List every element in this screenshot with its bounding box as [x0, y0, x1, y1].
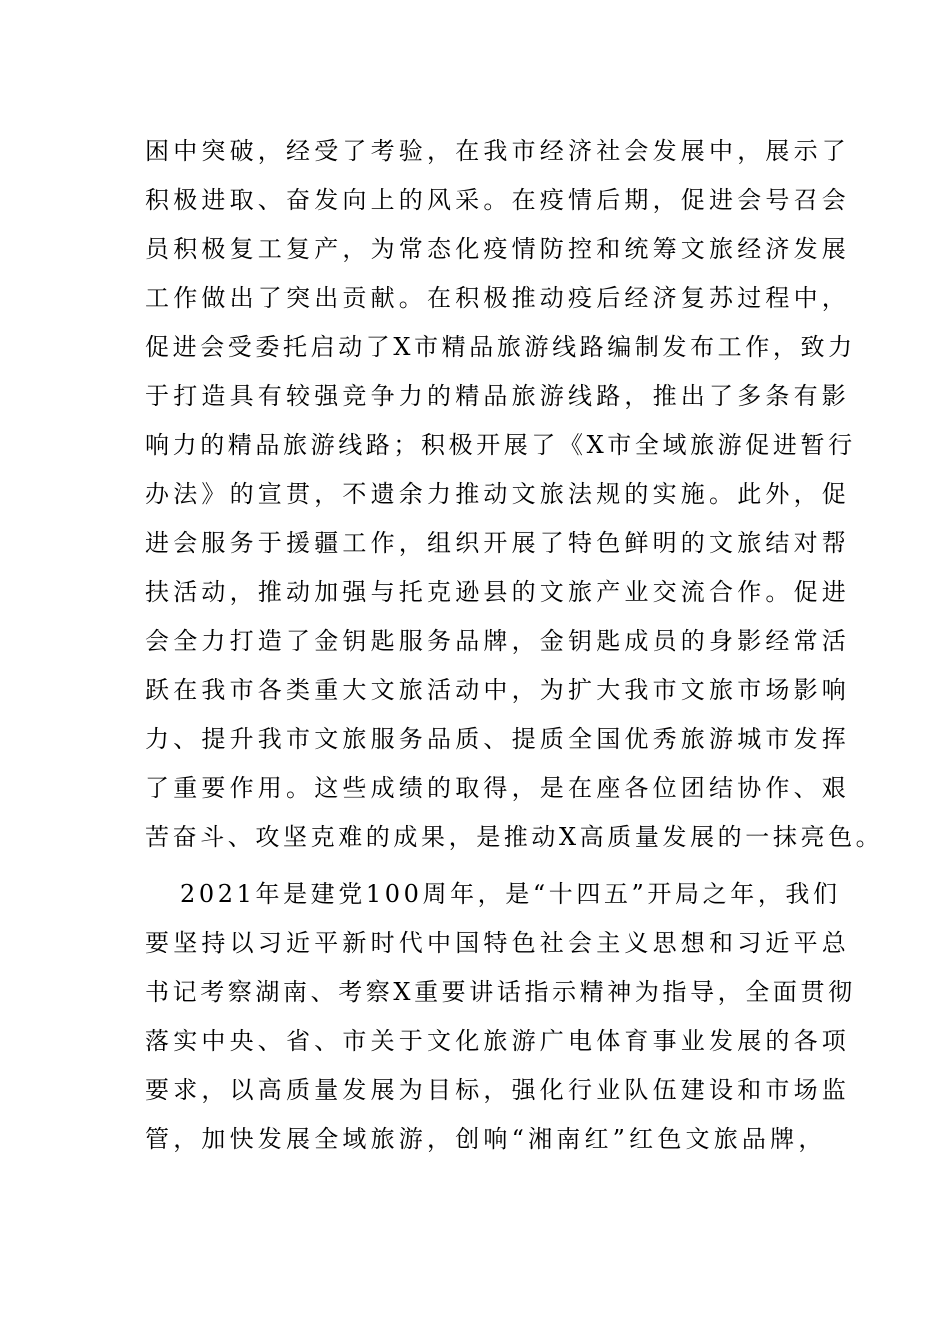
text-line: 办法》的宣贯，不遗余力推动文旅法规的实施。此外，促: [145, 480, 850, 508]
text-line: 要求，以高质量发展为目标，强化行业队伍建设和市场监: [145, 1076, 850, 1104]
text-line: 苦奋斗、攻坚克难的成果，是推动X高质量发展的一抹亮色。: [145, 823, 884, 851]
text-line: 了重要作用。这些成绩的取得，是在座各位团结协作、艰: [145, 774, 850, 802]
text-line: 管，加快发展全域旅游，创响“湘南红”红色文旅品牌，: [145, 1125, 827, 1153]
text-line: 2021年是建党100周年，是“十四五”开局之年，我们: [180, 880, 841, 908]
text-line: 扶活动，推动加强与托克逊县的文旅产业交流合作。促进: [145, 578, 850, 606]
text-line: 员积极复工复产，为常态化疫情防控和统筹文旅经济发展: [145, 235, 850, 263]
text-line: 跃在我市各类重大文旅活动中，为扩大我市文旅市场影响: [145, 676, 850, 704]
text-line: 响力的精品旅游线路；积极开展了《X市全域旅游促进暂行: [145, 431, 856, 459]
text-line: 积极进取、奋发向上的风采。在疫情后期，促进会号召会: [145, 186, 850, 214]
text-line: 书记考察湖南、考察X重要讲话指示精神为指导，全面贯彻: [145, 978, 856, 1006]
text-line: 会全力打造了金钥匙服务品牌，金钥匙成员的身影经常活: [145, 627, 850, 655]
text-line: 困中突破，经受了考验，在我市经济社会发展中，展示了: [145, 137, 850, 165]
text-line: 促进会受委托启动了X市精品旅游线路编制发布工作，致力: [145, 333, 856, 361]
text-line: 力、提升我市文旅服务品质、提质全国优秀旅游城市发挥: [145, 725, 850, 753]
text-line: 要坚持以习近平新时代中国特色社会主义思想和习近平总: [145, 929, 850, 957]
text-line: 于打造具有较强竞争力的精品旅游线路，推出了多条有影: [145, 382, 850, 410]
text-line: 工作做出了突出贡献。在积极推动疫后经济复苏过程中，: [145, 284, 850, 312]
text-line: 进会服务于援疆工作，组织开展了特色鲜明的文旅结对帮: [145, 529, 850, 557]
text-line: 落实中央、省、市关于文化旅游广电体育事业发展的各项: [145, 1027, 850, 1055]
